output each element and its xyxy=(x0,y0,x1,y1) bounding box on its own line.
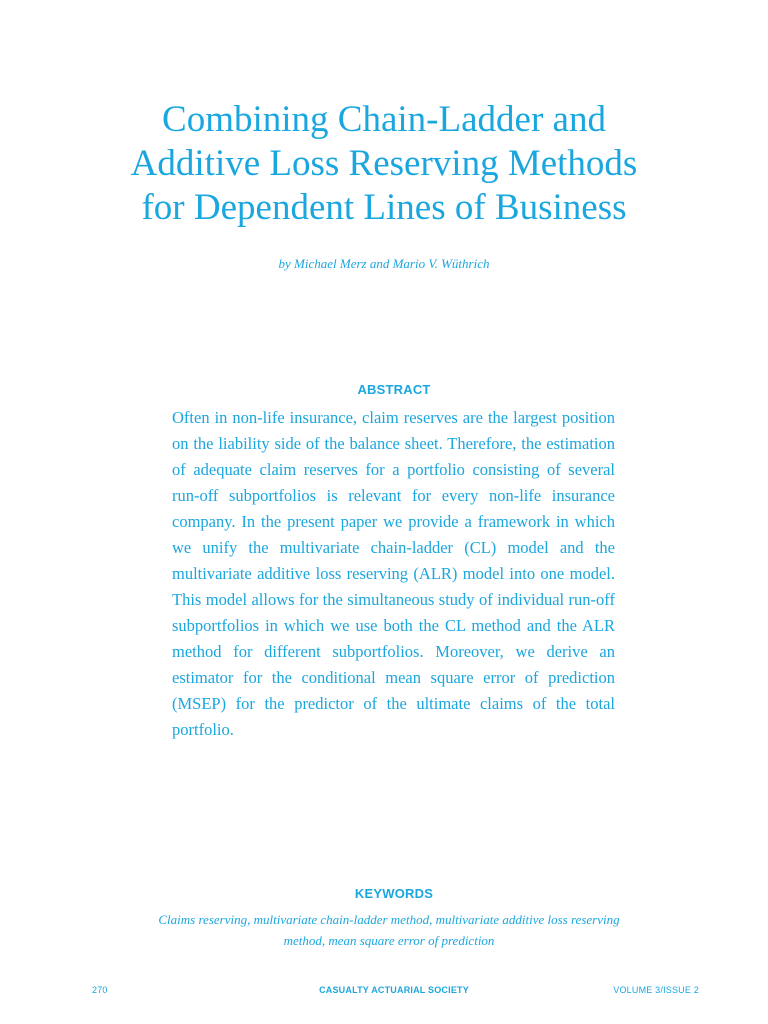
title-line-3: for Dependent Lines of Business xyxy=(141,187,627,228)
footer-page-number: 270 xyxy=(92,985,108,995)
footer-publisher: CASUALTY ACTUARIAL SOCIETY xyxy=(319,985,469,995)
paper-authors: by Michael Merz and Mario V. Wüthrich xyxy=(278,256,490,271)
keywords-heading: KEYWORDS xyxy=(354,886,434,901)
title-line-2: Additive Loss Reserving Methods xyxy=(130,143,638,184)
title-line-1: Combining Chain-Ladder and xyxy=(162,99,606,140)
footer-volume: VOLUME 3/ISSUE 2 xyxy=(613,985,699,995)
abstract-heading: ABSTRACT xyxy=(357,382,431,397)
paper-title xyxy=(0,98,768,230)
abstract-text: Often in non-life insurance, claim reserves are the largest position on the liability side of the balance sheet. Therefore, the estimation of adequate claim reserves for a portfolio consisting of several run-off subportfolios is relevant for every non-life insurance company. In the present paper we provide a framework in which we unify the multivariate chain-ladder (CL) model and the multivariate additive loss reserving (ALR) model into one model. This model allows for the simultaneous study of individual run-off subportfolios in which we use both the CL method and the ALR method for different subportfolios. Moreover, we derive an estimator for the conditional mean square error of prediction (MSEP) for the predictor of the ultimate claims of the total portfolio. xyxy=(172,408,615,739)
keywords-text: Claims reserving, multivariate chain-ladder method, multivariate additive loss reserving method, mean square error of prediction xyxy=(158,912,620,948)
